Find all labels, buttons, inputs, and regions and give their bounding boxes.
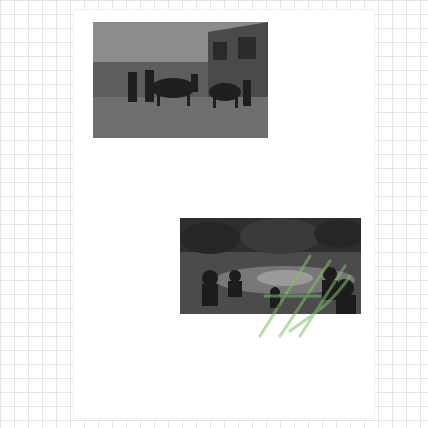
photo-stables: [93, 22, 268, 138]
photo-gardens: [180, 218, 361, 314]
text-column-right: [273, 22, 361, 400]
text-column-left: [90, 149, 180, 397]
text-column-middle: [186, 149, 270, 214]
